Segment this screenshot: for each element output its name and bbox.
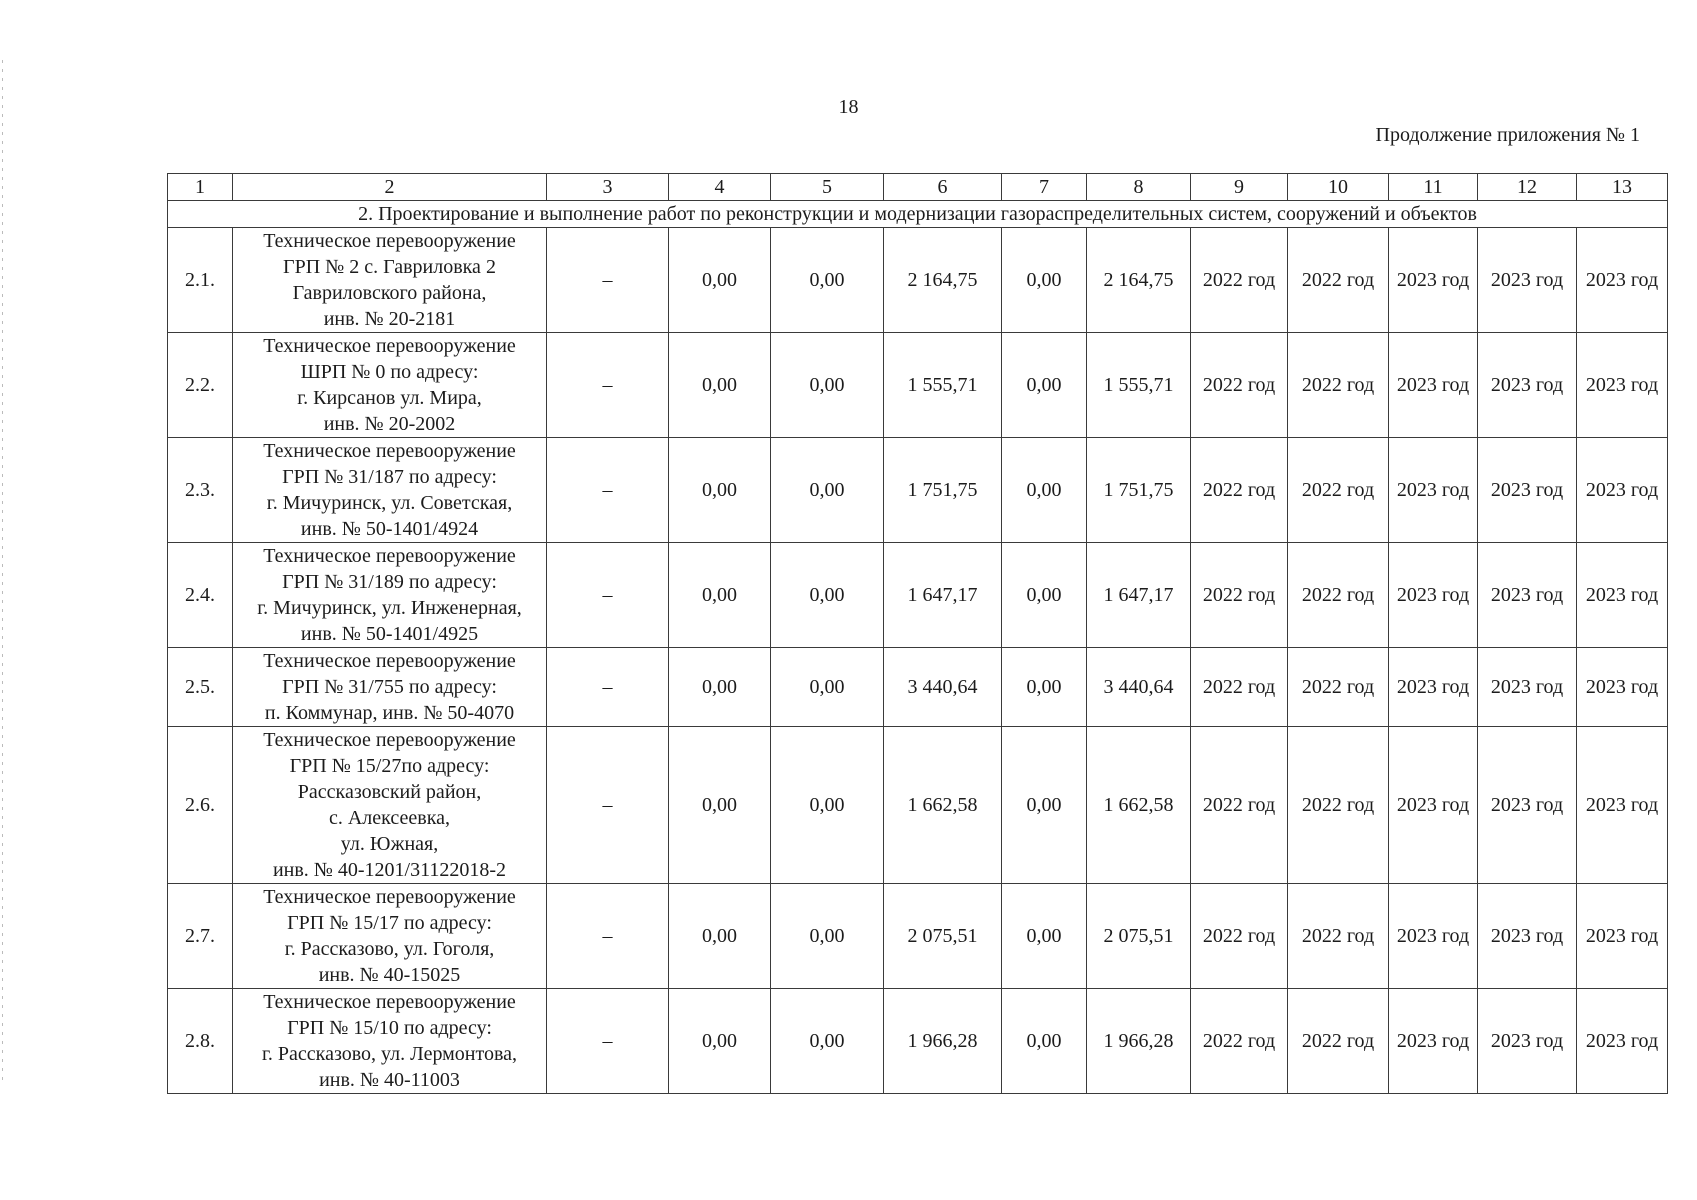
col-4-value: 0,00	[669, 228, 771, 333]
col-4-value: 0,00	[669, 333, 771, 438]
table-row	[168, 438, 1668, 543]
col-11-year: 2023 год	[1389, 438, 1478, 543]
object-name-line: Техническое перевооружение	[263, 440, 516, 462]
col-3-value: –	[547, 333, 669, 438]
column-number: 10	[1288, 174, 1389, 201]
col-12-year: 2023 год	[1478, 438, 1577, 543]
object-name-line: инв. № 50-1401/4925	[300, 623, 479, 645]
col-3-value: –	[547, 727, 669, 884]
col-7-value: 0,00	[1002, 543, 1087, 648]
col-10-year: 2022 год	[1288, 884, 1389, 989]
column-number: 5	[771, 174, 884, 201]
col-12-year: 2023 год	[1478, 333, 1577, 438]
object-name-line: Техническое перевооружение	[263, 230, 516, 252]
col-8-value: 3 440,64	[1087, 648, 1191, 727]
column-number: 4	[669, 174, 771, 201]
object-name-line: г. Рассказово, ул. Лермонтова,	[261, 1043, 518, 1065]
col-5-value: 0,00	[771, 438, 884, 543]
col-7-value: 0,00	[1002, 438, 1087, 543]
column-number: 1	[168, 174, 233, 201]
col-10-year: 2022 год	[1288, 438, 1389, 543]
col-5-value: 0,00	[771, 727, 884, 884]
col-9-year: 2022 год	[1191, 333, 1288, 438]
col-9-year: 2022 год	[1191, 648, 1288, 727]
col-9-year: 2022 год	[1191, 543, 1288, 648]
col-7-value: 0,00	[1002, 884, 1087, 989]
object-name-line: ГРП № 31/755 по адресу:	[282, 676, 497, 698]
col-12-year: 2023 год	[1478, 648, 1577, 727]
object-name	[233, 543, 547, 648]
col-10-year: 2022 год	[1288, 989, 1389, 1094]
col-11-year: 2023 год	[1389, 543, 1478, 648]
col-11-year: 2023 год	[1389, 648, 1478, 727]
object-name	[233, 228, 547, 333]
row-number: 2.4.	[168, 543, 233, 648]
object-name	[233, 438, 547, 543]
col-6-value: 2 075,51	[884, 884, 1002, 989]
table-row	[168, 989, 1668, 1094]
col-6-value: 1 555,71	[884, 333, 1002, 438]
row-number: 2.6.	[168, 727, 233, 884]
col-10-year: 2022 год	[1288, 228, 1389, 333]
col-5-value: 0,00	[771, 989, 884, 1094]
col-13-year: 2023 год	[1577, 727, 1668, 884]
object-name-line: п. Коммунар, инв. № 50-4070	[264, 702, 515, 724]
col-13-year: 2023 год	[1577, 989, 1668, 1094]
col-11-year: 2023 год	[1389, 884, 1478, 989]
object-name-line: Техническое перевооружение	[263, 729, 516, 751]
col-11-year: 2023 год	[1389, 989, 1478, 1094]
column-number: 2	[233, 174, 547, 201]
col-6-value: 1 647,17	[884, 543, 1002, 648]
col-4-value: 0,00	[669, 543, 771, 648]
object-name-line: ГРП № 31/189 по адресу:	[282, 571, 497, 593]
col-13-year: 2023 год	[1577, 228, 1668, 333]
object-name-line: инв. № 20-2002	[323, 413, 456, 435]
col-4-value: 0,00	[669, 884, 771, 989]
column-number: 3	[547, 174, 669, 201]
col-3-value: –	[547, 884, 669, 989]
object-name-line: с. Алексеевка,	[328, 807, 450, 829]
col-7-value: 0,00	[1002, 727, 1087, 884]
table-row	[168, 228, 1668, 333]
continuation-note: Продолжение приложения № 1	[1375, 124, 1640, 146]
col-9-year: 2022 год	[1191, 884, 1288, 989]
column-number: 13	[1577, 174, 1668, 201]
column-number: 9	[1191, 174, 1288, 201]
col-6-value: 2 164,75	[884, 228, 1002, 333]
object-name-line: инв. № 40-15025	[318, 964, 461, 986]
col-12-year: 2023 год	[1478, 727, 1577, 884]
col-3-value: –	[547, 648, 669, 727]
row-number: 2.2.	[168, 333, 233, 438]
col-4-value: 0,00	[669, 989, 771, 1094]
column-number: 7	[1002, 174, 1087, 201]
object-name-line: Техническое перевооружение	[263, 991, 516, 1013]
col-7-value: 0,00	[1002, 228, 1087, 333]
col-12-year: 2023 год	[1478, 228, 1577, 333]
col-8-value: 1 647,17	[1087, 543, 1191, 648]
section-title-row	[168, 201, 1668, 228]
col-6-value: 1 662,58	[884, 727, 1002, 884]
column-number-row	[168, 174, 1668, 201]
object-name	[233, 648, 547, 727]
column-number: 11	[1389, 174, 1478, 201]
table-row	[168, 727, 1668, 884]
col-11-year: 2023 год	[1389, 228, 1478, 333]
col-7-value: 0,00	[1002, 648, 1087, 727]
object-name-line: ГРП № 15/17 по адресу:	[287, 912, 492, 934]
object-name	[233, 727, 547, 884]
row-number: 2.8.	[168, 989, 233, 1094]
col-5-value: 0,00	[771, 333, 884, 438]
col-5-value: 0,00	[771, 648, 884, 727]
col-8-value: 1 751,75	[1087, 438, 1191, 543]
scan-edge-artifact	[2, 60, 3, 1080]
col-4-value: 0,00	[669, 438, 771, 543]
col-11-year: 2023 год	[1389, 333, 1478, 438]
col-9-year: 2022 год	[1191, 438, 1288, 543]
row-number: 2.7.	[168, 884, 233, 989]
object-name	[233, 884, 547, 989]
col-12-year: 2023 год	[1478, 884, 1577, 989]
col-8-value: 1 662,58	[1087, 727, 1191, 884]
object-name-line: г. Кирсанов ул. Мира,	[297, 387, 482, 409]
object-name	[233, 333, 547, 438]
object-name-line: Рассказовский район,	[297, 781, 482, 803]
object-name-line: инв. № 20-2181	[323, 308, 456, 330]
col-8-value: 2 164,75	[1087, 228, 1191, 333]
table-row	[168, 543, 1668, 648]
column-number: 12	[1478, 174, 1577, 201]
object-name	[233, 989, 547, 1094]
col-7-value: 0,00	[1002, 333, 1087, 438]
col-3-value: –	[547, 228, 669, 333]
col-13-year: 2023 год	[1577, 884, 1668, 989]
col-7-value: 0,00	[1002, 989, 1087, 1094]
object-name-line: ГРП № 15/27по адресу:	[289, 755, 490, 777]
column-number: 6	[884, 174, 1002, 201]
object-name-line: ул. Южная,	[340, 833, 439, 855]
col-3-value: –	[547, 438, 669, 543]
col-12-year: 2023 год	[1478, 989, 1577, 1094]
object-name-line: ГРП № 31/187 по адресу:	[282, 466, 497, 488]
col-10-year: 2022 год	[1288, 648, 1389, 727]
object-name-line: ГРП № 2 с. Гавриловка 2	[283, 256, 496, 278]
column-number: 8	[1087, 174, 1191, 201]
object-name-line: Техническое перевооружение	[263, 335, 516, 357]
object-name-line: Техническое перевооружение	[263, 886, 516, 908]
table-body	[168, 174, 1668, 1094]
col-10-year: 2022 год	[1288, 727, 1389, 884]
section-title: 2. Проектирование и выполнение работ по реконструкции и модернизации газораспределительных систем, сооружений и объектов	[168, 201, 1668, 228]
object-name-line: инв. № 50-1401/4924	[300, 518, 479, 540]
col-12-year: 2023 год	[1478, 543, 1577, 648]
col-9-year: 2022 год	[1191, 228, 1288, 333]
object-name-line: г. Мичуринск, ул. Инженерная,	[257, 597, 522, 619]
col-13-year: 2023 год	[1577, 438, 1668, 543]
col-11-year: 2023 год	[1389, 727, 1478, 884]
col-8-value: 1 966,28	[1087, 989, 1191, 1094]
col-4-value: 0,00	[669, 648, 771, 727]
object-name-line: г. Рассказово, ул. Гоголя,	[284, 938, 495, 960]
row-number: 2.3.	[168, 438, 233, 543]
works-table	[167, 173, 1668, 1094]
col-9-year: 2022 год	[1191, 727, 1288, 884]
object-name-line: Техническое перевооружение	[263, 650, 516, 672]
table-row	[168, 333, 1668, 438]
col-5-value: 0,00	[771, 228, 884, 333]
col-10-year: 2022 год	[1288, 543, 1389, 648]
col-8-value: 1 555,71	[1087, 333, 1191, 438]
object-name-line: Техническое перевооружение	[263, 545, 516, 567]
object-name-line: г. Мичуринск, ул. Советская,	[266, 492, 513, 514]
col-6-value: 3 440,64	[884, 648, 1002, 727]
col-13-year: 2023 год	[1577, 333, 1668, 438]
row-number: 2.1.	[168, 228, 233, 333]
object-name-line: инв. № 40-1201/31122018-2	[272, 859, 507, 881]
col-13-year: 2023 год	[1577, 648, 1668, 727]
col-3-value: –	[547, 543, 669, 648]
row-number: 2.5.	[168, 648, 233, 727]
col-5-value: 0,00	[771, 884, 884, 989]
page-number: 18	[838, 96, 859, 118]
col-4-value: 0,00	[669, 727, 771, 884]
col-6-value: 1 966,28	[884, 989, 1002, 1094]
object-name-line: Гавриловского района,	[292, 282, 487, 304]
table-row	[168, 884, 1668, 989]
col-13-year: 2023 год	[1577, 543, 1668, 648]
col-10-year: 2022 год	[1288, 333, 1389, 438]
col-8-value: 2 075,51	[1087, 884, 1191, 989]
col-3-value: –	[547, 989, 669, 1094]
col-9-year: 2022 год	[1191, 989, 1288, 1094]
object-name-line: инв. № 40-11003	[319, 1069, 460, 1091]
object-name-line: ШРП № 0 по адресу:	[300, 361, 479, 383]
object-name-line: ГРП № 15/10 по адресу:	[287, 1017, 492, 1039]
table-row	[168, 648, 1668, 727]
col-6-value: 1 751,75	[884, 438, 1002, 543]
col-5-value: 0,00	[771, 543, 884, 648]
